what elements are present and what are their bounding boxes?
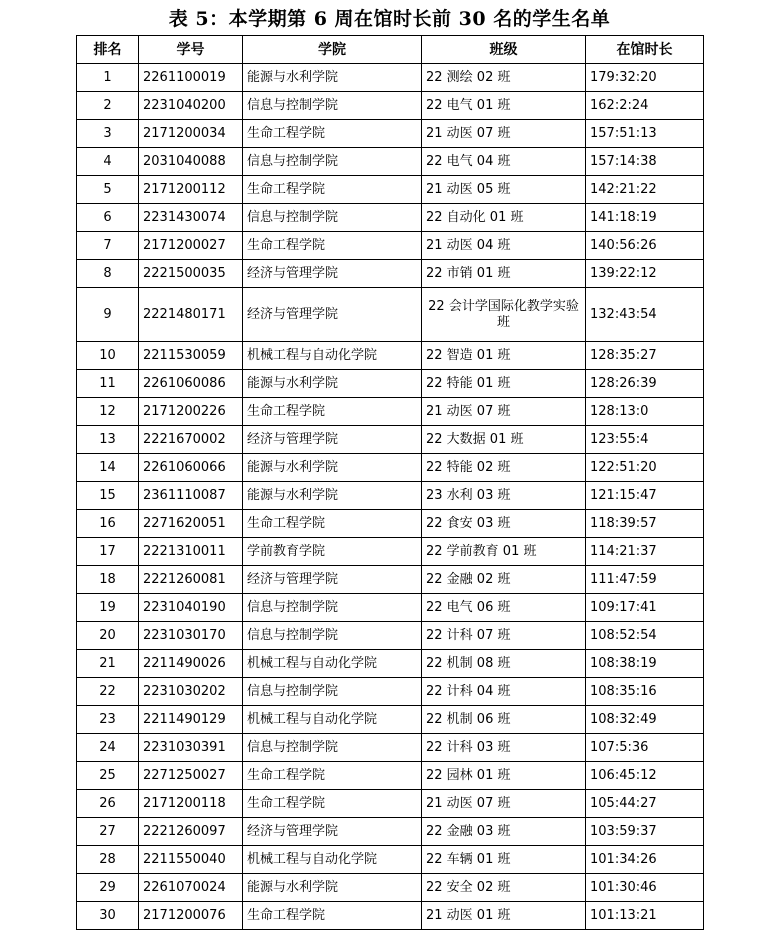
duration-cell: 103:59:37 bbox=[586, 818, 704, 846]
student-id-cell: 2221260097 bbox=[139, 818, 243, 846]
class-cell: 22 智造 01 班 bbox=[422, 342, 586, 370]
class-cell: 22 大数据 01 班 bbox=[422, 426, 586, 454]
class-cell: 22 计科 04 班 bbox=[422, 678, 586, 706]
duration-cell: 101:30:46 bbox=[586, 874, 704, 902]
duration-cell: 108:38:19 bbox=[586, 650, 704, 678]
rank-cell: 27 bbox=[77, 818, 139, 846]
table-row bbox=[77, 790, 704, 818]
school-cell: 学前教育学院 bbox=[243, 538, 422, 566]
rank-cell: 5 bbox=[77, 176, 139, 204]
class-cell: 22 机制 06 班 bbox=[422, 706, 586, 734]
table-caption: 表 5：本学期第 6 周在馆时长前 30 名的学生名单 bbox=[168, 8, 611, 30]
class-cell: 22 食安 03 班 bbox=[422, 510, 586, 538]
rank-cell: 3 bbox=[77, 120, 139, 148]
student-id-cell: 2231040190 bbox=[139, 594, 243, 622]
school-cell: 机械工程与自动化学院 bbox=[243, 342, 422, 370]
school-cell: 机械工程与自动化学院 bbox=[243, 706, 422, 734]
rank-cell: 9 bbox=[77, 288, 139, 342]
duration-cell: 111:47:59 bbox=[586, 566, 704, 594]
student-id-cell: 2261100019 bbox=[139, 64, 243, 92]
school-cell: 信息与控制学院 bbox=[243, 594, 422, 622]
table-row bbox=[77, 650, 704, 678]
header-class: 班级 bbox=[422, 36, 586, 64]
student-id-cell: 2221310011 bbox=[139, 538, 243, 566]
rank-cell: 4 bbox=[77, 148, 139, 176]
duration-cell: 107:5:36 bbox=[586, 734, 704, 762]
duration-cell: 162:2:24 bbox=[586, 92, 704, 120]
rank-cell: 26 bbox=[77, 790, 139, 818]
class-cell: 23 水利 03 班 bbox=[422, 482, 586, 510]
class-cell: 22 计科 03 班 bbox=[422, 734, 586, 762]
class-cell: 22 电气 06 班 bbox=[422, 594, 586, 622]
student-id-cell: 2211490129 bbox=[139, 706, 243, 734]
duration-cell: 106:45:12 bbox=[586, 762, 704, 790]
student-id-cell: 2231430074 bbox=[139, 204, 243, 232]
table-row bbox=[77, 510, 704, 538]
rank-cell: 15 bbox=[77, 482, 139, 510]
rank-cell: 16 bbox=[77, 510, 139, 538]
table-row bbox=[77, 232, 704, 260]
class-cell: 22 金融 02 班 bbox=[422, 566, 586, 594]
school-cell: 生命工程学院 bbox=[243, 398, 422, 426]
table-row bbox=[77, 902, 704, 930]
rank-cell: 11 bbox=[77, 370, 139, 398]
duration-cell: 132:43:54 bbox=[586, 288, 704, 342]
duration-cell: 157:14:38 bbox=[586, 148, 704, 176]
rank-cell: 30 bbox=[77, 902, 139, 930]
class-cell: 22 安全 02 班 bbox=[422, 874, 586, 902]
duration-cell: 101:34:26 bbox=[586, 846, 704, 874]
duration-cell: 109:17:41 bbox=[586, 594, 704, 622]
class-cell: 21 动医 05 班 bbox=[422, 176, 586, 204]
class-cell: 22 测绘 02 班 bbox=[422, 64, 586, 92]
class-cell: 21 动医 07 班 bbox=[422, 120, 586, 148]
student-id-cell: 2211490026 bbox=[139, 650, 243, 678]
school-cell: 机械工程与自动化学院 bbox=[243, 846, 422, 874]
duration-cell: 157:51:13 bbox=[586, 120, 704, 148]
duration-cell: 128:26:39 bbox=[586, 370, 704, 398]
rank-cell: 10 bbox=[77, 342, 139, 370]
student-id-cell: 2261070024 bbox=[139, 874, 243, 902]
student-id-cell: 2221670002 bbox=[139, 426, 243, 454]
duration-cell: 118:39:57 bbox=[586, 510, 704, 538]
table-row bbox=[77, 762, 704, 790]
header-row bbox=[77, 36, 704, 64]
school-cell: 能源与水利学院 bbox=[243, 454, 422, 482]
student-id-cell: 2271620051 bbox=[139, 510, 243, 538]
school-cell: 生命工程学院 bbox=[243, 232, 422, 260]
student-id-cell: 2231030391 bbox=[139, 734, 243, 762]
student-id-cell: 2211550040 bbox=[139, 846, 243, 874]
header-student-id: 学号 bbox=[139, 36, 243, 64]
table-row bbox=[77, 204, 704, 232]
table-row bbox=[77, 342, 704, 370]
school-cell: 生命工程学院 bbox=[243, 510, 422, 538]
student-duration-table bbox=[76, 35, 704, 930]
table-row bbox=[77, 874, 704, 902]
class-cell: 21 动医 04 班 bbox=[422, 232, 586, 260]
rank-cell: 12 bbox=[77, 398, 139, 426]
rank-cell: 23 bbox=[77, 706, 139, 734]
student-id-cell: 2171200027 bbox=[139, 232, 243, 260]
table-row bbox=[77, 846, 704, 874]
table-row bbox=[77, 594, 704, 622]
table-row bbox=[77, 260, 704, 288]
school-cell: 信息与控制学院 bbox=[243, 92, 422, 120]
school-cell: 信息与控制学院 bbox=[243, 678, 422, 706]
class-cell: 21 动医 07 班 bbox=[422, 790, 586, 818]
table-row bbox=[77, 622, 704, 650]
class-cell: 22 电气 01 班 bbox=[422, 92, 586, 120]
class-cell: 22 特能 01 班 bbox=[422, 370, 586, 398]
class-cell: 22 电气 04 班 bbox=[422, 148, 586, 176]
student-id-cell: 2171200226 bbox=[139, 398, 243, 426]
duration-cell: 179:32:20 bbox=[586, 64, 704, 92]
class-cell: 21 动医 07 班 bbox=[422, 398, 586, 426]
school-cell: 经济与管理学院 bbox=[243, 426, 422, 454]
rank-cell: 19 bbox=[77, 594, 139, 622]
duration-cell: 123:55:4 bbox=[586, 426, 704, 454]
rank-cell: 22 bbox=[77, 678, 139, 706]
school-cell: 生命工程学院 bbox=[243, 120, 422, 148]
duration-cell: 140:56:26 bbox=[586, 232, 704, 260]
table-row bbox=[77, 288, 704, 342]
table-row bbox=[77, 734, 704, 762]
school-cell: 生命工程学院 bbox=[243, 902, 422, 930]
student-id-cell: 2361110087 bbox=[139, 482, 243, 510]
header-rank: 排名 bbox=[77, 36, 139, 64]
student-id-cell: 2171200076 bbox=[139, 902, 243, 930]
table-row bbox=[77, 92, 704, 120]
rank-cell: 17 bbox=[77, 538, 139, 566]
class-cell: 22 园林 01 班 bbox=[422, 762, 586, 790]
duration-cell: 121:15:47 bbox=[586, 482, 704, 510]
school-cell: 经济与管理学院 bbox=[243, 566, 422, 594]
header-duration: 在馆时长 bbox=[586, 36, 704, 64]
rank-cell: 14 bbox=[77, 454, 139, 482]
table-row bbox=[77, 370, 704, 398]
class-cell: 22 学前教育 01 班 bbox=[422, 538, 586, 566]
student-id-cell: 2261060086 bbox=[139, 370, 243, 398]
student-id-cell: 2261060066 bbox=[139, 454, 243, 482]
table-row bbox=[77, 120, 704, 148]
school-cell: 能源与水利学院 bbox=[243, 482, 422, 510]
rank-cell: 28 bbox=[77, 846, 139, 874]
duration-cell: 128:13:0 bbox=[586, 398, 704, 426]
table-row bbox=[77, 64, 704, 92]
school-cell: 生命工程学院 bbox=[243, 762, 422, 790]
table-row bbox=[77, 454, 704, 482]
table-row bbox=[77, 398, 704, 426]
class-cell: 21 动医 01 班 bbox=[422, 902, 586, 930]
rank-cell: 7 bbox=[77, 232, 139, 260]
student-id-cell: 2231030170 bbox=[139, 622, 243, 650]
rank-cell: 6 bbox=[77, 204, 139, 232]
rank-cell: 18 bbox=[77, 566, 139, 594]
class-cell: 22 自动化 01 班 bbox=[422, 204, 586, 232]
school-cell: 信息与控制学院 bbox=[243, 148, 422, 176]
student-id-cell: 2231040200 bbox=[139, 92, 243, 120]
class-cell: 22 机制 08 班 bbox=[422, 650, 586, 678]
school-cell: 能源与水利学院 bbox=[243, 370, 422, 398]
school-cell: 能源与水利学院 bbox=[243, 874, 422, 902]
rank-cell: 2 bbox=[77, 92, 139, 120]
duration-cell: 141:18:19 bbox=[586, 204, 704, 232]
duration-cell: 108:35:16 bbox=[586, 678, 704, 706]
school-cell: 信息与控制学院 bbox=[243, 734, 422, 762]
school-cell: 经济与管理学院 bbox=[243, 260, 422, 288]
duration-cell: 142:21:22 bbox=[586, 176, 704, 204]
rank-cell: 13 bbox=[77, 426, 139, 454]
student-id-cell: 2171200112 bbox=[139, 176, 243, 204]
table-row bbox=[77, 706, 704, 734]
class-cell: 22 金融 03 班 bbox=[422, 818, 586, 846]
table-row bbox=[77, 482, 704, 510]
student-id-cell: 2221500035 bbox=[139, 260, 243, 288]
rank-cell: 24 bbox=[77, 734, 139, 762]
school-cell: 信息与控制学院 bbox=[243, 622, 422, 650]
class-cell: 22 车辆 01 班 bbox=[422, 846, 586, 874]
duration-cell: 108:52:54 bbox=[586, 622, 704, 650]
duration-cell: 101:13:21 bbox=[586, 902, 704, 930]
rank-cell: 29 bbox=[77, 874, 139, 902]
header-school: 学院 bbox=[243, 36, 422, 64]
school-cell: 机械工程与自动化学院 bbox=[243, 650, 422, 678]
school-cell: 信息与控制学院 bbox=[243, 204, 422, 232]
student-id-cell: 2031040088 bbox=[139, 148, 243, 176]
student-id-cell: 2271250027 bbox=[139, 762, 243, 790]
school-cell: 能源与水利学院 bbox=[243, 64, 422, 92]
school-cell: 生命工程学院 bbox=[243, 790, 422, 818]
rank-cell: 20 bbox=[77, 622, 139, 650]
class-cell: 22 市销 01 班 bbox=[422, 260, 586, 288]
table-row bbox=[77, 176, 704, 204]
class-cell: 22 会计学国际化教学实验班 bbox=[422, 288, 586, 342]
duration-cell: 122:51:20 bbox=[586, 454, 704, 482]
rank-cell: 25 bbox=[77, 762, 139, 790]
school-cell: 经济与管理学院 bbox=[243, 288, 422, 342]
class-cell: 22 计科 07 班 bbox=[422, 622, 586, 650]
class-cell: 22 特能 02 班 bbox=[422, 454, 586, 482]
table-row bbox=[77, 678, 704, 706]
duration-cell: 105:44:27 bbox=[586, 790, 704, 818]
student-id-cell: 2211530059 bbox=[139, 342, 243, 370]
rank-cell: 8 bbox=[77, 260, 139, 288]
table-row bbox=[77, 566, 704, 594]
school-cell: 经济与管理学院 bbox=[243, 818, 422, 846]
duration-cell: 139:22:12 bbox=[586, 260, 704, 288]
student-id-cell: 2221260081 bbox=[139, 566, 243, 594]
table-row bbox=[77, 818, 704, 846]
school-cell: 生命工程学院 bbox=[243, 176, 422, 204]
student-id-cell: 2221480171 bbox=[139, 288, 243, 342]
student-id-cell: 2171200118 bbox=[139, 790, 243, 818]
rank-cell: 21 bbox=[77, 650, 139, 678]
duration-cell: 114:21:37 bbox=[586, 538, 704, 566]
table-row bbox=[77, 426, 704, 454]
table-body bbox=[77, 64, 704, 930]
duration-cell: 128:35:27 bbox=[586, 342, 704, 370]
table-row bbox=[77, 148, 704, 176]
rank-cell: 1 bbox=[77, 64, 139, 92]
duration-cell: 108:32:49 bbox=[586, 706, 704, 734]
table-row bbox=[77, 538, 704, 566]
student-id-cell: 2171200034 bbox=[139, 120, 243, 148]
student-id-cell: 2231030202 bbox=[139, 678, 243, 706]
